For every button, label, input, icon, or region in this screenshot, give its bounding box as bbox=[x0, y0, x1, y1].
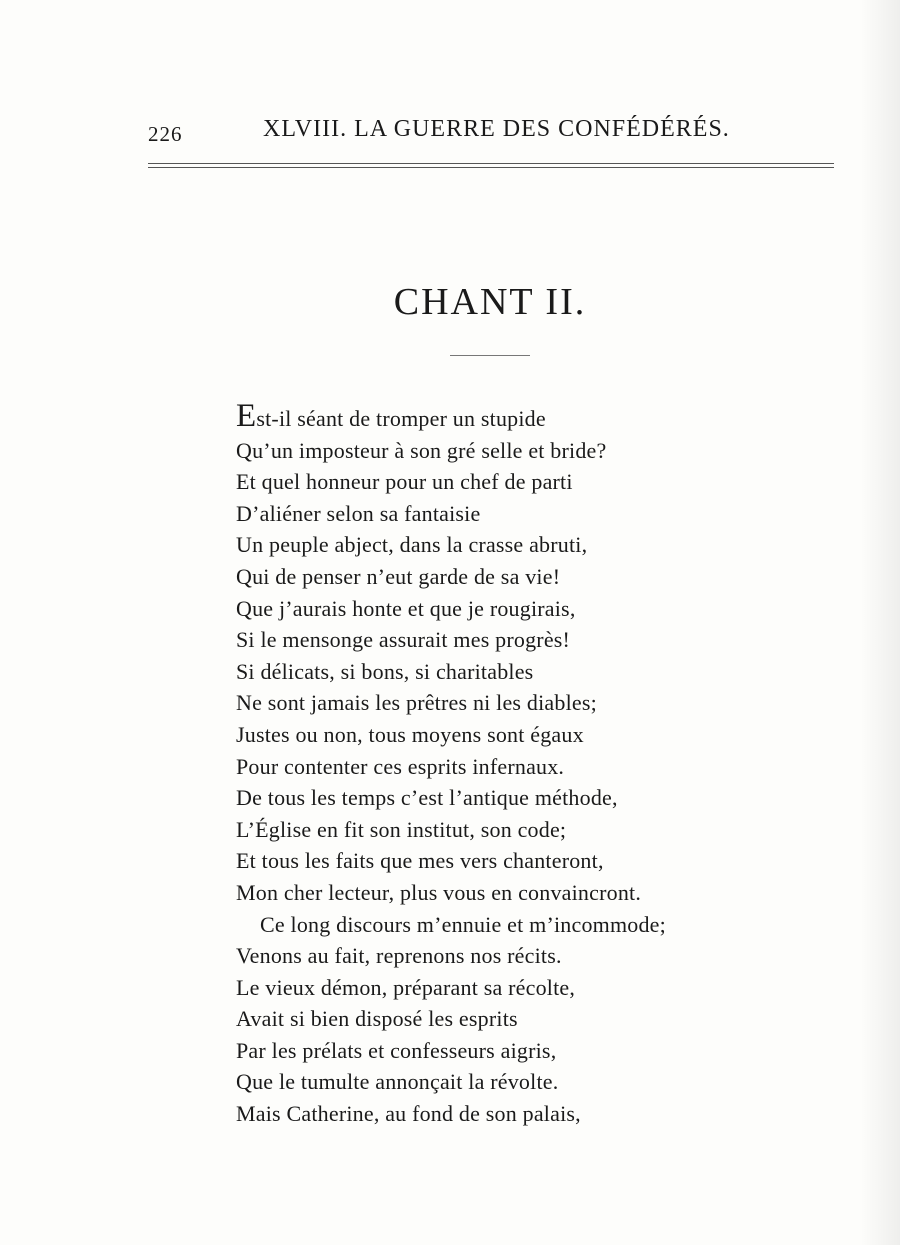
verse-line: Mon cher lecteur, plus vous en convaincront. bbox=[236, 879, 642, 905]
verse-line: Justes ou non, tous moyens sont égaux bbox=[236, 721, 584, 747]
verse-line: Que le tumulte annonçait la révolte. bbox=[236, 1069, 559, 1095]
verse-line: Mais Catherine, au fond de son palais, bbox=[236, 1101, 581, 1127]
verse-line: Venons au fait, reprenons nos récits. bbox=[236, 943, 562, 969]
verse-line: Que j’aurais honte et que je rougirais, bbox=[236, 595, 576, 621]
verse-line-1-text: st-il séant de tromper un stupide bbox=[256, 406, 546, 431]
verse-line: Ce long discours m’ennuie et m’incommode; bbox=[260, 911, 666, 937]
verse-line: Un peuple abject, dans la crasse abruti, bbox=[236, 532, 588, 558]
poem-verse bbox=[236, 398, 796, 1130]
verse-line: Si le mensonge assurait mes progrès! bbox=[236, 627, 571, 653]
initial-letter: E bbox=[236, 398, 257, 434]
verse-line: L’Église en fit son institut, son code; bbox=[236, 816, 567, 842]
chapter-title: CHANT II. bbox=[393, 281, 587, 323]
verse-line: De tous les temps c’est l’antique méthode, bbox=[236, 785, 618, 811]
running-head bbox=[148, 112, 834, 148]
page-edge-shadow bbox=[860, 0, 900, 1245]
verse-line-1 bbox=[236, 398, 796, 435]
verse-line: Le vieux démon, préparant sa récolte, bbox=[236, 974, 576, 1000]
verse-line: Ne sont jamais les prêtres ni les diables; bbox=[236, 690, 597, 716]
verse-line: Et quel honneur pour un chef de parti bbox=[236, 469, 573, 495]
verse-line: Avait si bien disposé les esprits bbox=[236, 1006, 518, 1032]
verse-line: Qui de penser n’eut garde de sa vie! bbox=[236, 563, 561, 589]
header-double-rule bbox=[148, 163, 834, 168]
verse-line: Qu’un imposteur à son gré selle et bride? bbox=[236, 437, 607, 463]
verse-line: Et tous les faits que mes vers chanteront, bbox=[236, 848, 604, 874]
verse-line: D’aliéner selon sa fantaisie bbox=[236, 500, 481, 526]
page-number: 226 bbox=[148, 122, 183, 146]
verse-line: Si délicats, si bons, si charitables bbox=[236, 658, 534, 684]
verse-line: Par les prélats et confesseurs aigris, bbox=[236, 1037, 557, 1063]
title-rule bbox=[450, 355, 530, 356]
running-title: XLVIII. LA GUERRE DES CONFÉDÉRÉS. bbox=[263, 116, 730, 142]
verse-line: Pour contenter ces esprits infernaux. bbox=[236, 753, 565, 779]
